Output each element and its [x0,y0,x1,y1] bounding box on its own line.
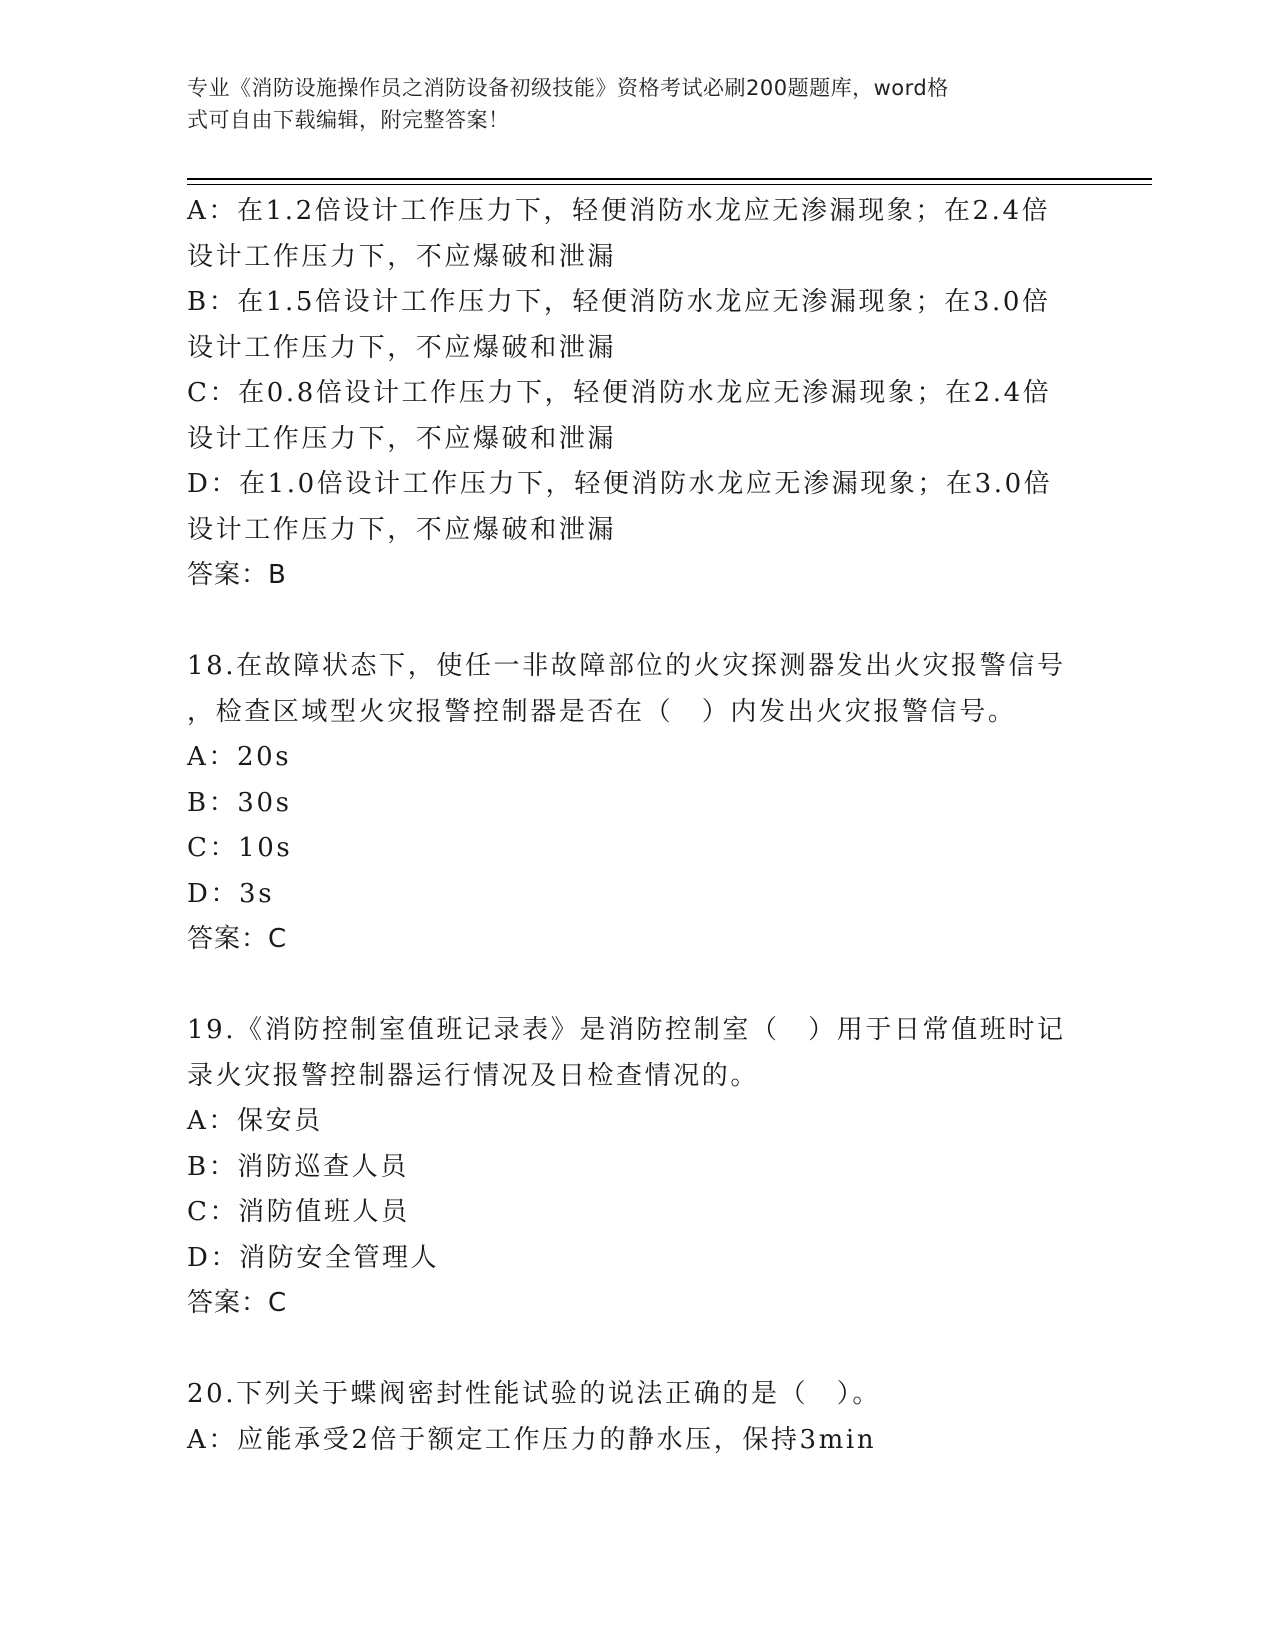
option-a-line-2: 设计工作压力下，不应爆破和泄漏 [187,241,617,272]
question-17-options [187,189,1087,599]
spacer [187,963,1087,1009]
spacer [187,1327,1087,1373]
question-20 [187,1372,1087,1463]
option-c-line-1: C：在0.8倍设计工作压力下，轻便消防水龙应无渗漏现象；在2.4倍 [187,378,1052,408]
header-rule-thin [187,184,1152,185]
header-rule-thick [187,178,1152,180]
question-stem-line-2: ，检查区域型火灾报警控制器是否在（ ）内发出火灾报警信号。 [187,696,1017,727]
question-stem-line-1: 18.在故障状态下，使任一非故障部位的火灾探测器发出火灾报警信号 [187,651,1066,681]
option-a: A：20s [187,742,292,772]
option-b-line-2: 设计工作压力下，不应爆破和泄漏 [187,332,617,363]
option-b: B：30s [187,787,292,818]
option-d: D：消防安全管理人 [187,1242,440,1273]
option-c-line-2: 设计工作压力下，不应爆破和泄漏 [187,423,617,454]
option-b-line-1: B：在1.5倍设计工作压力下，轻便消防水龙应无渗漏现象；在3.0倍 [187,287,1051,317]
answer-17: 答案：B [187,560,287,590]
document-body [187,189,1087,1463]
option-d: D：3s [187,878,275,909]
header-line-2: 式可自由下载编辑，附完整答案！ [187,108,510,132]
option-b: B：消防巡查人员 [187,1151,409,1182]
option-c: C：10s [187,833,293,863]
question-stem-line-2: 录火灾报警控制器运行情况及日检查情况的。 [187,1060,760,1091]
answer-18: 答案：C [187,924,288,954]
option-d-line-1: D：在1.0倍设计工作压力下，轻便消防水龙应无渗漏现象；在3.0倍 [187,469,1053,499]
question-19 [187,1008,1087,1327]
document-header [187,72,1067,136]
question-stem-line-1: 20.下列关于蝶阀密封性能试验的说法正确的是（ ）。 [187,1379,881,1409]
spacer [187,599,1087,645]
option-a: A：应能承受2倍于额定工作压力的静水压，保持3min [187,1424,877,1455]
question-stem-line-1: 19.《消防控制室值班记录表》是消防控制室（ ）用于日常值班时记 [187,1015,1066,1045]
option-a: A：保安员 [187,1106,323,1136]
header-line-1: 专业《消防设施操作员之消防设备初级技能》资格考试必刷200题题库，word格 [187,76,949,100]
option-c: C：消防值班人员 [187,1197,410,1227]
answer-19: 答案：C [187,1288,288,1318]
question-18 [187,644,1087,963]
option-d-line-2: 设计工作压力下，不应爆破和泄漏 [187,514,617,545]
option-a-line-1: A：在1.2倍设计工作压力下，轻便消防水龙应无渗漏现象；在2.4倍 [187,196,1051,226]
